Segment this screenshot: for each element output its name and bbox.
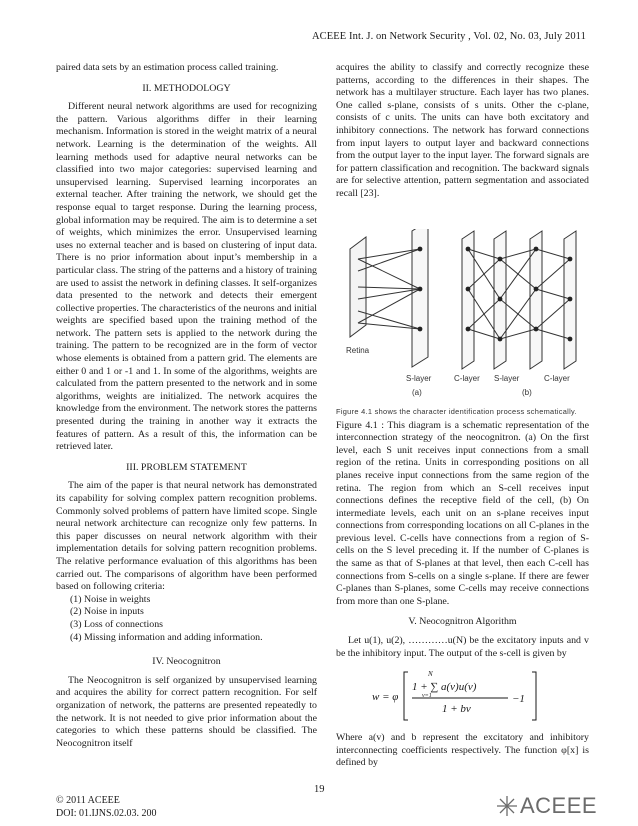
equation-denominator: 1 + bv <box>442 703 471 716</box>
figure-caption: Figure 4.1 : This diagram is a schematic representation of the interconnection strategy of the neocognitron. (a) On the first level, each S unit receives input connections from a small region of the retina. Units in corresponding positions on all planes receive input connections from the same region of the retina. The region from which an S-cell receives input connections defines the receptive field of the cell, (b) On intermediate levels, each unit on an s-plane receives input connections from corresponding locations on all C-planes in the previous level. C-cells have connections from a region of S-cells on the S level preceding it. If the number of C-planes is the same as that of S-planes at that level, then each C-cell has connections from S-cells on a single s-plane. If there are fewer C-planes than S-planes, some C-cells may receive connections from more than one S-plane. <box>336 419 589 607</box>
equation-minus-one: −1 <box>512 693 525 706</box>
sum-lower-limit: v=1 <box>422 693 432 700</box>
paragraph: The aim of the paper is that neural network has demonstrated its capability for solving complex pattern recognition problems. Commonly solved problems of pattern have limited scope. Single neural network architecture can recognize only few patterns. In this paper discusses on neural network algorithm with their implementation details for solving pattern recognition problems. The relative performance evaluation of this algorithms has been carried out. The comparisons of algorithm have been performed based on following criteria: <box>56 480 317 593</box>
c-layer-label-b2: C-layer <box>544 373 570 383</box>
paragraph: Where a(v) and b represent the excitatory and inhibitory interconnecting coefficients respectively. The function φ[x] is defined by <box>336 732 589 769</box>
section-heading-neocognitron: IV. Neocognitron <box>152 656 221 668</box>
s-layer-label-a: S-layer <box>406 373 432 383</box>
page-number: 19 <box>314 784 325 795</box>
criteria-item: (2) Noise in inputs <box>70 606 144 618</box>
criteria-item: (4) Missing information and adding information. <box>70 631 263 643</box>
doi: DOI: 01.IJNS.02.03. 200 <box>56 807 157 819</box>
paragraph: acquires the ability to classify and correctly recognize these patterns, according to the differences in their shapes. The network has a multilayer structure. Each layer has two planes. One called s-plane, consists of s units. Other the c-plane, consists of c units. The units can have both excitatory and inhibitory connections. The network has forward connections from input layers to output layer and backward connections from the output layer to the input layer. The forward signals are for pattern classification and recognition. The backward signals are for selective attention, pattern segmentation and associated recall [23]. <box>336 62 589 199</box>
paragraph: The Neocognitron is self organized by unsupervised learning and acquires the ability for correct pattern recognition. For self organization of network, the patterns are presented repeatedly to the network. It is not needed to give prior information about the categories to which these patterns should be classified. The Neocognitron itself <box>56 674 317 749</box>
neocognitron-figure <box>344 229 584 399</box>
logo-text: ACEEE <box>520 793 598 818</box>
figure-diagram <box>344 229 584 399</box>
figure-caption-small: Figure 4.1 shows the character identification process schematically. <box>336 406 577 416</box>
section-heading-neocognitron-algorithm: V. Neocognitron Algorithm <box>408 616 517 628</box>
equation-numerator: 1 + ∑ a(v)u(v) <box>412 681 477 694</box>
c-layer-label-b: C-layer <box>454 373 480 383</box>
paragraph: Let u(1), u(2), …………u(N) be the excitatory inputs and v be the inhibitory input. The output of the s-cell is given by <box>336 635 589 659</box>
aceee-logo <box>496 793 597 819</box>
left-column <box>56 62 317 750</box>
section-heading-methodology: II. METHODOLOGY <box>142 82 231 94</box>
footer-info <box>56 795 157 820</box>
sum-upper-limit: N <box>428 670 433 679</box>
equation <box>336 666 589 726</box>
copyright: © 2011 ACEEE <box>56 795 120 806</box>
criteria-item: (3) Loss of connections <box>70 618 163 630</box>
equation-lhs: w = φ <box>372 691 399 704</box>
paragraph: Different neural network algorithms are used for recognizing the pattern. Various algorithms differ in their learning mechanism. Information is stored in the weight matrix of a neural network. Learning is the determination of the weights. All learning methods used for adaptive neural networks can be classified into two major categories: supervised learning and unsupervised learning. Supervised learning incorporates an external teacher. After training the network, we should get the response equal to target response. During the learning process, global information may be required. The aim is to determine a set of weights, which minimizes the error. Unsupervised learning uses no external teacher and is based on clustering of input data. There is no prior information about input’s membership in a particular class. The string of the patterns and a history of training are used to assist the network in defining classes. It self-organizes data presented to the network and detects their emergent collective properties. The characteristics of the neurons and initial weights are specified based upon the training method of the network. The pattern sets is applied to the network during the training. The pattern to be recognized are in the form of vector whose elements is obtained from a pattern grid. The elements are either 0 and 1 or -1 and 1. In some of the algorithms, weights are calculated from the pattern presented to the network and in some algorithms, weights are initialized. The network acquires the knowledge from the environment. The network stores the patterns presented during the training in another way it extracts the features of pattern. As a result of this, the information can be retrieved later. <box>56 101 317 453</box>
right-column <box>336 62 589 770</box>
retina-label: Retina <box>346 345 370 355</box>
s-layer-label-b: S-layer <box>494 373 520 383</box>
running-header: ACEEE Int. J. on Network Security , Vol. 02, No. 03, July 2011 <box>311 31 586 42</box>
figure-panel-a-label: (a) <box>412 387 422 397</box>
figure-panel-b-label: (b) <box>522 387 532 397</box>
logo-star-icon <box>496 795 518 817</box>
paragraph: paired data sets by an estimation process called training. <box>56 62 279 73</box>
section-heading-problem-statement: III. PROBLEM STATEMENT <box>126 461 247 473</box>
criteria-item: (1) Noise in weights <box>70 593 151 605</box>
